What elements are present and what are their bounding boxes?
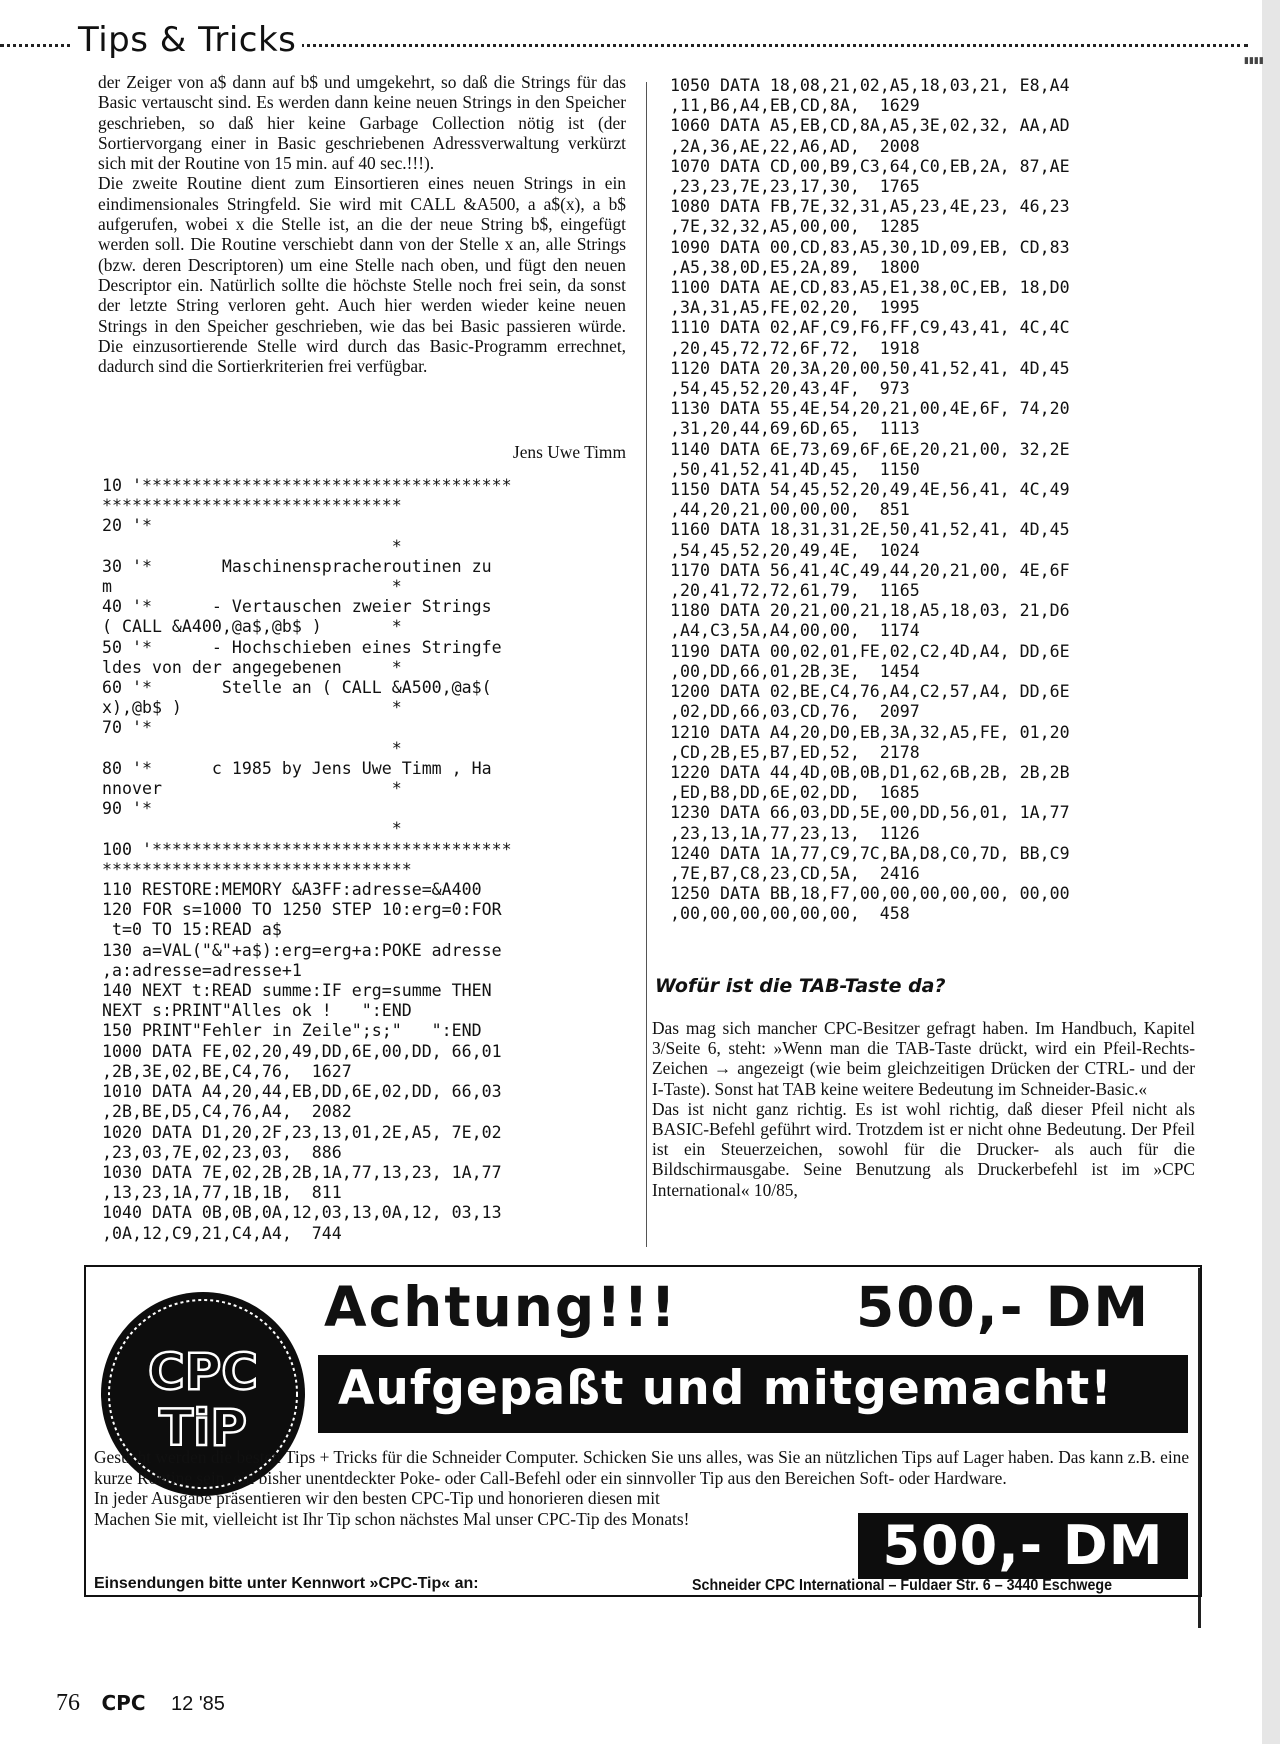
ad-paragraph: In jeder Ausgabe präsentieren wir den besten CPC-Tip und honorieren diesen mit [94, 1488, 660, 1508]
issue-date: 12 '85 [171, 1693, 225, 1715]
code-listing-left [102, 476, 512, 1244]
logo-text-top: CPC [147, 1343, 259, 1401]
code-line: 140 NEXT t:READ summe:IF erg=summe THEN [102, 981, 492, 1001]
code-line: ,44,20,21,00,00,00, 851 [670, 500, 910, 520]
code-line: ,02,DD,66,03,CD,76, 2097 [670, 702, 920, 722]
code-line: ,a:adresse=adresse+1 [102, 960, 302, 980]
code-line: ,54,45,52,20,43,4F, 973 [670, 379, 910, 399]
section-title: Tips & Tricks [72, 20, 302, 60]
code-line: 1220 DATA 44,4D,0B,0B,D1,62,6B,2B, 2B,2B [670, 762, 1070, 782]
code-line: t=0 TO 15:READ a$ [102, 920, 282, 940]
code-line: ,A5,38,0D,E5,2A,89, 1800 [670, 257, 920, 277]
page-number: 76 [56, 1690, 80, 1716]
article-text [98, 72, 626, 376]
code-line: 1030 DATA 7E,02,2B,2B,1A,77,13,23, 1A,77 [102, 1162, 502, 1182]
code-line: ,20,45,72,72,6F,72, 1918 [670, 338, 920, 358]
code-line: 1140 DATA 6E,73,69,6F,6E,20,21,00, 32,2E [670, 439, 1070, 459]
code-line: 40 '* - Vertauschen zweier Strings [102, 597, 492, 617]
code-line: 90 '* [102, 799, 152, 819]
code-line: ,13,23,1A,77,1B,1B, 811 [102, 1183, 342, 1203]
code-listing-right [670, 76, 1070, 925]
ad-headline: Achtung!!! [324, 1275, 678, 1339]
code-line: 1010 DATA A4,20,44,EB,DD,6E,02,DD, 66,03 [102, 1082, 502, 1102]
code-line: 1210 DATA A4,20,D0,EB,3A,32,A5,FE, 01,20 [670, 722, 1070, 742]
code-line: 1050 DATA 18,08,21,02,A5,18,03,21, E8,A4 [670, 76, 1070, 95]
tab-article-text [652, 1018, 1195, 1200]
ad-paragraph: Machen Sie mit, vielleicht ist Ihr Tip schon nächstes Mal unser CPC-Tip des Monats! [94, 1508, 690, 1529]
code-line: ,31,20,44,69,6D,65, 1113 [670, 419, 920, 439]
code-line: 70 '* [102, 718, 152, 738]
code-line: ,2B,BE,D5,C4,76,A4, 2082 [102, 1102, 352, 1122]
code-line: * [102, 536, 402, 556]
ad-prize: 500,- DM [856, 1275, 1151, 1339]
code-line: ,7E,B7,C8,23,CD,5A, 2416 [670, 863, 920, 883]
article-paragraph: der Zeiger von a$ dann auf b$ und umgekehrt, so daß die Strings für das Basic vertauscht sind. Es werden dann keine neuen Strings in den Speicher geschrieben, so daß hier keine Garbage Collection nötig ist (der Sortiervorgang einer in Basic geschriebenen Adressverwaltung verkürzt sich mit der Routine von 15 min. auf 40 sec.!!!). [98, 72, 626, 174]
code-line: ( CALL &A400,@a$,@b$ ) * [102, 617, 402, 637]
cpc-tip-advertisement [84, 1265, 1202, 1597]
code-line: 50 '* - Hochschieben eines Stringfe [102, 637, 502, 657]
code-line: ******************************* [102, 859, 412, 879]
code-line: 1060 DATA A5,EB,CD,8A,A5,3E,02,32, AA,AD [670, 116, 1070, 136]
code-line: 150 PRINT"Fehler in Zeile";s;" ":END [102, 1021, 482, 1041]
article-author: Jens Uwe Timm [512, 442, 626, 462]
ad-subline-bar [318, 1355, 1188, 1433]
code-line: x),@b$ ) * [102, 698, 402, 718]
code-line: ****************************** [102, 496, 402, 516]
ad-subline: Aufgepaßt und mitgemacht! [338, 1361, 1113, 1416]
code-line: 1240 DATA 1A,77,C9,7C,BA,D8,C0,7D, BB,C9 [670, 843, 1070, 863]
code-line: 1040 DATA 0B,0B,0A,12,03,13,0A,12, 03,13 [102, 1203, 502, 1223]
code-line: 20 '* [102, 516, 152, 536]
code-line: 1100 DATA AE,CD,83,A5,E1,38,0C,EB, 18,D0 [670, 278, 1070, 298]
code-line: 130 a=VAL("&"+a$):erg=erg+a:POKE adresse [102, 940, 502, 960]
code-line: nnover * [102, 779, 402, 799]
code-line: 1150 DATA 54,45,52,20,49,4E,56,41, 4C,49 [670, 480, 1070, 500]
article-paragraph: Die zweite Routine dient zum Einsortieren eines neuen Strings in ein eindimensionales Stringfeld. Sie wird mit CALL &A500, a a$(x), a b$ aufgerufen, wobei x die Stelle ist, an die der neue String b$, eingefügt werden soll. Die Routine verschiebt dann von der Stelle x an, alle Strings (bzw. deren Descriptoren) um eine Stelle nach oben, und fügt den neuen Descriptor ein. Natürlich sollte die höchste Stelle noch frei sein, da sonst der letzte String verloren geht. Auch hier werden wieder keine neuen Strings in den Speicher geschrieben, wie das bei Basic passieren würde. Die einzusortierende Stelle wird durch das Basic-Programm errechnet, dadurch sind die Sortierkriterien frei verfügbar. [98, 173, 626, 377]
code-line: ,50,41,52,41,4D,45, 1150 [670, 459, 920, 479]
code-line: m * [102, 577, 402, 597]
code-line: 1130 DATA 55,4E,54,20,21,00,4E,6F, 74,20 [670, 399, 1070, 419]
code-line: 1020 DATA D1,20,2F,23,13,01,2E,A5, 7E,02 [102, 1122, 502, 1142]
edge-marks: ▮▮▮▮ [1244, 56, 1264, 66]
code-line: 1070 DATA CD,00,B9,C3,64,C0,EB,2A, 87,AE [670, 156, 1070, 176]
code-line: * [102, 819, 402, 839]
code-line: 10 '************************************* [102, 476, 512, 495]
code-line: ,23,03,7E,02,23,03, 886 [102, 1142, 342, 1162]
code-line: ,ED,B8,DD,6E,02,DD, 1685 [670, 783, 920, 803]
code-line: ,23,23,7E,23,17,30, 1765 [670, 177, 920, 197]
code-line: 80 '* c 1985 by Jens Uwe Timm , Ha [102, 758, 492, 778]
code-line: ,00,DD,66,01,2B,3E, 1454 [670, 661, 920, 681]
code-line: 1160 DATA 18,31,31,2E,50,41,52,41, 4D,45 [670, 520, 1070, 540]
magazine-name: CPC [101, 1691, 146, 1715]
code-line: 100 '************************************ [102, 839, 512, 859]
code-line: 1190 DATA 00,02,01,FE,02,C2,4D,A4, DD,6E [670, 641, 1070, 661]
page-edge-shadow [1262, 0, 1280, 1744]
ad-price-box: 500,- DM [858, 1513, 1188, 1579]
ad-send-label: Einsendungen bitte unter Kennwort »CPC-Tip« an: [94, 1575, 479, 1592]
logo-text-bottom: TiP [159, 1399, 247, 1457]
code-line: ,7E,32,32,A5,00,00, 1285 [670, 217, 920, 237]
code-line: ,2A,36,AE,22,A6,AD, 2008 [670, 136, 920, 156]
code-line: ,3A,31,A5,FE,02,20, 1995 [670, 298, 920, 318]
code-line: ,0A,12,C9,21,C4,A4, 744 [102, 1223, 342, 1243]
code-line: 120 FOR s=1000 TO 1250 STEP 10:erg=0:FOR [102, 900, 502, 920]
ad-paragraph: Gesucht werden die besten Tips + Tricks für die Schneider Computer. Schicken Sie uns alles, was Sie an nützlichen Tips auf Lager haben. Das kann z.B. eine kurze Routine sein, ein bisher unentdeckter Poke- oder Call-Befehl oder ein sinnvoller Tip aus den Bereichen Soft- oder Hardware. [94, 1447, 1190, 1488]
code-line: ,11,B6,A4,EB,CD,8A, 1629 [670, 96, 920, 116]
code-line: 1200 DATA 02,BE,C4,76,A4,C2,57,A4, DD,6E [670, 682, 1070, 702]
code-line: 60 '* Stelle an ( CALL &A500,@a$( [102, 678, 492, 698]
code-line: 1170 DATA 56,41,4C,49,44,20,21,00, 4E,6F [670, 560, 1070, 580]
code-line: 30 '* Maschinenspracheroutinen zu [102, 556, 492, 576]
code-line: 1250 DATA BB,18,F7,00,00,00,00,00, 00,00 [670, 884, 1070, 904]
ad-address: Schneider CPC International – Fuldaer Str. 6 – 3440 Eschwege [692, 1577, 1113, 1594]
column-divider [646, 82, 647, 1247]
code-line: NEXT s:PRINT"Alles ok ! ":END [102, 1001, 412, 1021]
code-line: ,00,00,00,00,00,00, 458 [670, 904, 910, 924]
code-line: ,CD,2B,E5,B7,ED,52, 2178 [670, 742, 920, 762]
code-line: 1110 DATA 02,AF,C9,F6,FF,C9,43,41, 4C,4C [670, 318, 1070, 338]
code-line: * [102, 738, 402, 758]
code-line: ldes von der angegebenen * [102, 657, 402, 677]
code-line: ,20,41,72,72,61,79, 1165 [670, 581, 920, 601]
code-line: ,A4,C3,5A,A4,00,00, 1174 [670, 621, 920, 641]
code-line: 1090 DATA 00,CD,83,A5,30,1D,09,EB, CD,83 [670, 237, 1070, 257]
code-line: ,54,45,52,20,49,4E, 1024 [670, 540, 920, 560]
tab-article-paragraph: Das mag sich mancher CPC-Besitzer gefragt haben. Im Handbuch, Kapitel 3/Seite 6, steht: »Wenn man die TAB-Taste drückt, wird ein Pfeil-Rechts-Zeichen → angezeigt (wie beim gleichzeitigen Drücken der CTRL- und der I-Taste). Sonst hat TAB keine weitere Bedeutung im Schneider-Basic.« [652, 1018, 1195, 1099]
code-line: 1230 DATA 66,03,DD,5E,00,DD,56,01, 1A,77 [670, 803, 1070, 823]
code-line: 1080 DATA FB,7E,32,31,A5,23,4E,23, 46,23 [670, 197, 1070, 217]
code-line: ,23,13,1A,77,23,13, 1126 [670, 823, 920, 843]
code-line: 110 RESTORE:MEMORY &A3FF:adresse=&A400 [102, 880, 482, 900]
code-line: 1000 DATA FE,02,20,49,DD,6E,00,DD, 66,01 [102, 1041, 502, 1061]
code-line: ,2B,3E,02,BE,C4,76, 1627 [102, 1061, 352, 1081]
page-footer [56, 1690, 225, 1717]
code-line: 1120 DATA 20,3A,20,00,50,41,52,41, 4D,45 [670, 358, 1070, 378]
code-line: 1180 DATA 20,21,00,21,18,A5,18,03, 21,D6 [670, 601, 1070, 621]
tab-article-heading: Wofür ist die TAB-Taste da? [655, 975, 946, 997]
tab-article-paragraph: Das ist nicht ganz richtig. Es ist wohl richtig, daß dieser Pfeil nicht als BASIC-Befehl geführt wird. Trotzdem ist er nicht ohne Bedeutung. Der Pfeil ist ein Steuerzeichen, sowohl für die Drucker- als auch für die Bildschirmausgabe. Seine Benutzung als Druckerbefehl ist im »CPC International« 10/85, [652, 1098, 1195, 1200]
